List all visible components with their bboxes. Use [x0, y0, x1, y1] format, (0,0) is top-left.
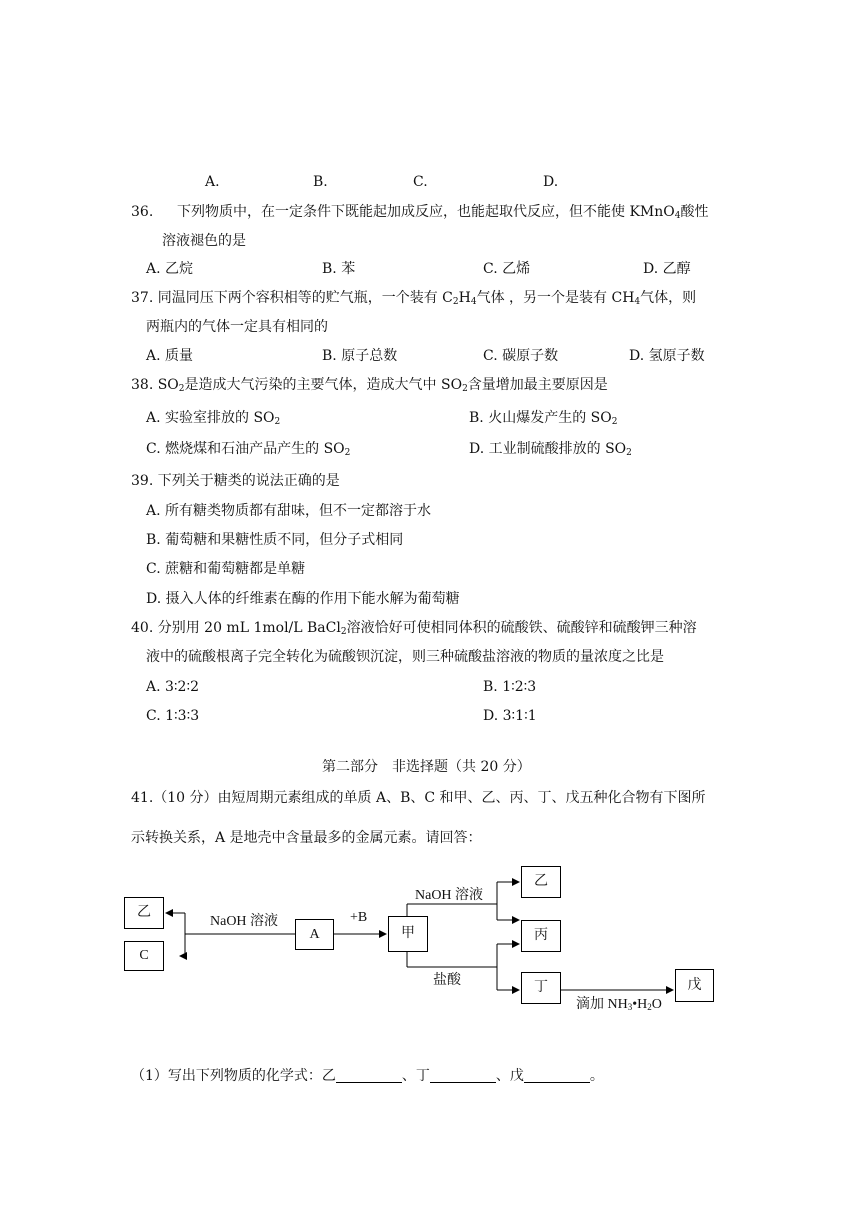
- q38-option-a: A. 实验室排放的 $SO_2$: [146, 410, 281, 427]
- q36-option-b: B. 苯: [322, 261, 356, 277]
- q37-option-a: A. 质量: [146, 348, 194, 364]
- box-ding: 丁: [521, 972, 561, 1004]
- q37-option-b: B. 原子总数: [322, 348, 398, 364]
- q39-option-a: A. 所有糖类物质都有甜味，但不一定都溶于水: [146, 503, 432, 519]
- q35-option-a: A.: [205, 174, 220, 190]
- q38-option-c: C. 燃烧煤和石油产品产生的 $SO_2$: [146, 441, 351, 458]
- box-a: A: [295, 919, 334, 950]
- box-jia: 甲: [388, 916, 428, 952]
- q41-stem-line2: 示转换关系，A 是地壳中含量最多的金属元素。请回答：: [131, 830, 482, 846]
- q40-option-c: C. 1∶3∶3: [146, 708, 200, 724]
- q38-option-d: D. 工业制硫酸排放的 $SO_2$: [469, 441, 632, 458]
- box-yi-left: 乙: [124, 897, 164, 929]
- q36-option-d: D. 乙醇: [643, 261, 691, 277]
- label-naoh-top: NaOH 溶液: [415, 888, 484, 903]
- q39-option-b: B. 葡萄糖和果糖性质不同，但分子式相同: [146, 532, 404, 548]
- q41-stem-line1: 41.（10 分）由短周期元素组成的单质 A、B、C 和甲、乙、丙、丁、戊五种化合物有下图所: [131, 790, 706, 806]
- subquestion-1: （1）写出下列物质的化学式：乙 、丁 、戊 。: [131, 1068, 604, 1084]
- q40-option-a: A. 3∶2∶2: [146, 679, 200, 695]
- q39-stem: 39. 下列关于糖类的说法正确的是: [131, 473, 340, 489]
- box-bing: 丙: [521, 920, 561, 952]
- q35-option-d: D.: [543, 174, 559, 190]
- label-naoh-left: NaOH 溶液: [210, 914, 279, 929]
- q37-option-c: C. 碳原子数: [483, 348, 559, 364]
- q40-stem-line2: 液中的硫酸根离子完全转化为硫酸钡沉淀，则三种硫酸盐溶液的物质的量浓度之比是: [146, 649, 664, 665]
- q37-option-d: D. 氢原子数: [629, 348, 705, 364]
- q39-option-d: D. 摄入人体的纤维素在酶的作用下能水解为葡萄糖: [146, 591, 460, 607]
- part2-title: 第二部分 非选择题（共 20 分）: [322, 759, 531, 775]
- q36-stem-line1: 下列物质中，在一定条件下既能起加成反应，也能起取代反应，但不能使 KMnO$_4$酸性: [177, 204, 709, 221]
- q40-option-d: D. 3∶1∶1: [483, 708, 537, 724]
- label-plus-b: +B: [350, 910, 368, 925]
- answer-blank-wu[interactable]: [524, 1068, 590, 1083]
- q40-option-b: B. 1∶2∶3: [483, 679, 537, 695]
- box-c: C: [124, 941, 164, 971]
- label-hcl: 盐酸: [433, 973, 461, 988]
- q36-stem-line2: 溶液褪色的是: [162, 233, 246, 249]
- q36-option-a: A. 乙烷: [146, 261, 194, 277]
- q35-option-c: C.: [413, 174, 428, 190]
- q39-option-c: C. 蔗糖和葡萄糖都是单糖: [146, 561, 306, 577]
- label-nh3-h2o: 滴加 $NH_3•H_2O$: [576, 997, 662, 1012]
- answer-blank-yi[interactable]: [336, 1068, 402, 1083]
- answer-blank-ding[interactable]: [430, 1068, 496, 1083]
- q36-number: 36.: [131, 204, 154, 220]
- q40-stem-line1: 40. 分别用 20 mL 1mol/L BaCl$_2$溶液恰好可使相同体积的硫酸铁、硫酸锌和硫酸钾三种溶: [131, 620, 697, 637]
- q36-option-c: C. 乙烯: [483, 261, 531, 277]
- box-wu: 戊: [675, 969, 714, 1002]
- q38-option-b: B. 火山爆发产生的 $SO_2$: [469, 410, 618, 427]
- q37-stem-line2: 两瓶内的气体一定具有相同的: [146, 319, 328, 335]
- q35-option-b: B.: [313, 174, 328, 190]
- q38-stem: 38. $SO_2$是造成大气污染的主要气体，造成大气中 $SO_2$含量增加最主要原因是: [131, 377, 608, 394]
- q37-stem-line1: 37. 同温同压下两个容积相等的贮气瓶，一个装有 $C_2H_4$气体 ，另一个是装有 $CH_4$气体，则: [131, 290, 697, 307]
- box-yi-right: 乙: [521, 866, 561, 898]
